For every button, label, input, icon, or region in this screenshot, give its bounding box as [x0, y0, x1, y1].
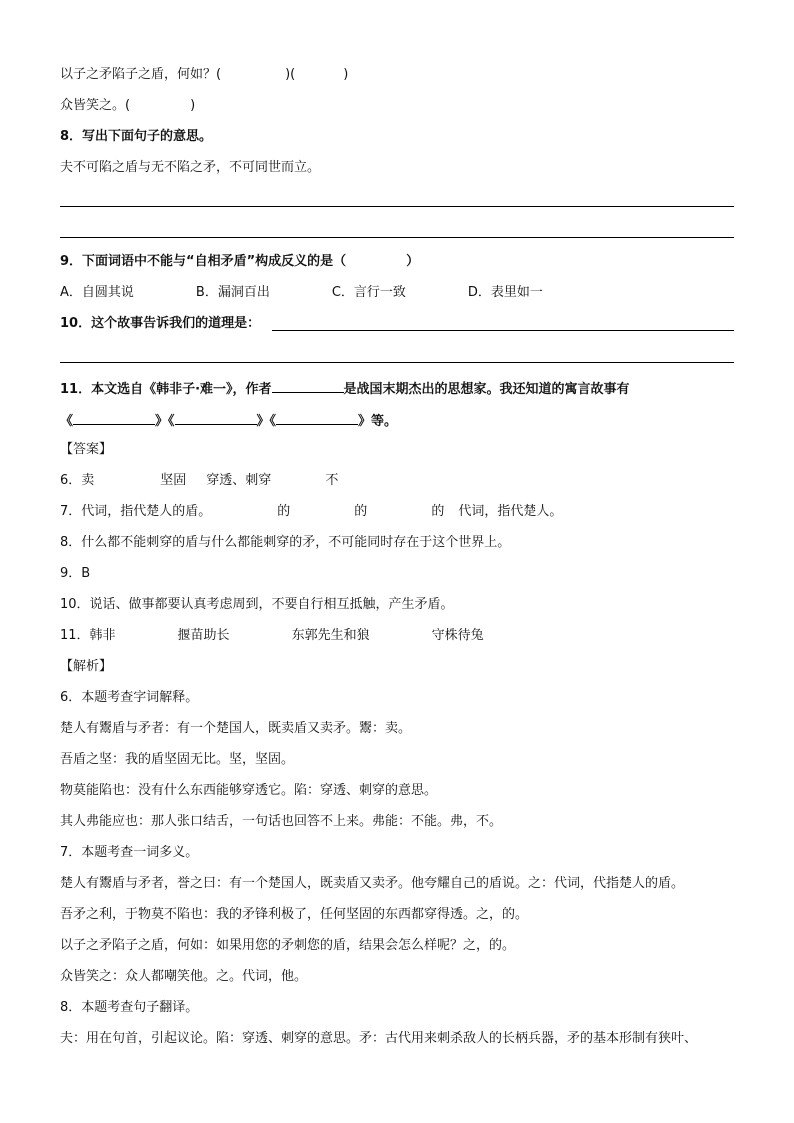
answer-10: 10．说话、做事都要认真考虑周到，不要自行相互抵触，产生矛盾。: [60, 597, 454, 612]
q9-option-c[interactable]: C．言行一致: [331, 285, 406, 300]
q9-options: [60, 284, 543, 302]
answer-7-1: 7．代词，指代楚人的盾。: [60, 504, 212, 519]
answer-9: 9．B: [60, 566, 91, 581]
q11-story-blank-1[interactable]: [73, 410, 155, 425]
q11-line-2: [60, 410, 397, 431]
answer-6-1: 6．卖: [60, 473, 95, 488]
answer-6-3: 穿透、刺穿: [206, 473, 272, 488]
answer-7-4: 的: [431, 504, 445, 519]
q10-answer-line-1[interactable]: [272, 330, 734, 331]
analysis-line: 众皆笑之：众人都嘲笑他。之。代词，他。: [60, 969, 308, 984]
analysis-line: 物莫能陷也：没有什么东西能够穿透它。陷：穿透、刺穿的意思。: [60, 783, 438, 798]
analysis-line: 8．本题考查句子翻译。: [60, 1000, 199, 1015]
q10-answer-line-2[interactable]: [60, 362, 734, 363]
analysis-line: 夫：用在句首，引起议论。陷：穿透、刺穿的意思。矛：古代用来刺杀敌人的长柄兵器，矛的基本形制有狭叶、: [60, 1031, 698, 1046]
answer-7: [60, 503, 562, 521]
analysis-header: 【解析】: [60, 659, 113, 674]
analysis-line: 7．本题考查一词多义。: [60, 845, 199, 860]
q11-author-blank[interactable]: [272, 378, 344, 393]
q11-story-blank-3[interactable]: [276, 410, 358, 425]
answer-6-4: 不: [325, 473, 339, 488]
q11-part1: 11．本文选自《韩非子·难一》，作者: [60, 382, 272, 397]
answer-6-2: 坚固: [160, 473, 187, 488]
answer-11-1: 11．韩非: [60, 628, 116, 643]
q8-title: 8．写出下面句子的意思。: [60, 129, 213, 144]
q7-line-4-text: 众皆笑之。(: [60, 98, 131, 113]
q11-open: 《: [60, 414, 74, 429]
q7-line-3-text: 以子之矛陷子之盾，何如？(: [60, 67, 222, 82]
q7-line-3-end: ): [343, 67, 349, 82]
q11-part2: 是战国末期杰出的思想家。我还知道的寓言故事有: [343, 382, 630, 397]
q9-title-text: 9．下面词语中不能与“自相矛盾”构成反义的是（: [60, 254, 347, 269]
q7-line-3: [60, 66, 348, 84]
q9-option-a[interactable]: A．自圆其说: [60, 285, 134, 300]
q7-line-4-end: ): [190, 98, 196, 113]
q8-answer-line-2[interactable]: [60, 237, 734, 238]
answer-7-2: 的: [277, 504, 291, 519]
q10-title: 10．这个故事告诉我们的道理是：: [60, 316, 261, 331]
analysis-line: 楚人有鬻盾与矛者，誉之曰：有一个楚国人，既卖盾又卖矛。他夸耀自己的盾说。之：代词，代指楚人的盾。: [60, 876, 685, 891]
q11-close: 》等。: [358, 414, 398, 429]
q7-line-3-mid: )(: [285, 67, 296, 82]
q11-sep1: 》《: [155, 414, 175, 429]
analysis-line: 吾盾之坚：我的盾坚固无比。坚，坚固。: [60, 752, 295, 767]
analysis-line: 吾矛之利，于物莫不陷也：我的矛锋利极了，任何坚固的东西都穿得透。之，的。: [60, 907, 529, 922]
q11-story-blank-2[interactable]: [175, 410, 257, 425]
q11-line-1: [60, 378, 630, 399]
q7-line-4: [60, 97, 195, 115]
q8-answer-line-1[interactable]: [60, 206, 734, 207]
q9-title: [60, 253, 419, 271]
analysis-line: 以子之矛陷子之盾，何如：如果用您的矛刺您的盾，结果会怎么样呢？之，的。: [60, 938, 516, 953]
answer-11: [60, 627, 484, 645]
q9-title-end: ）: [406, 254, 420, 269]
answer-7-5: 代词，指代楚人。: [458, 504, 563, 519]
q11-sep2: 》《: [256, 414, 277, 429]
q8-sentence: 夫不可陷之盾与无不陷之矛，不可同世而立。: [60, 160, 321, 175]
answer-11-3: 东郭先生和狼: [291, 628, 370, 643]
answer-7-3: 的: [354, 504, 368, 519]
analysis-line: 其人弗能应也：那人张口结舌，一句话也回答不上来。弗能：不能。弗，不。: [60, 814, 503, 829]
answer-11-4: 守株待兔: [431, 628, 484, 643]
answer-8: 8．什么都不能刺穿的盾与什么都能刺穿的矛，不可能同时存在于这个世界上。: [60, 535, 511, 550]
analysis-line: 楚人有鬻盾与矛者：有一个楚国人，既卖盾又卖矛。鬻：卖。: [60, 721, 412, 736]
q9-option-b[interactable]: B．漏洞百出: [195, 285, 270, 300]
analysis-line: 6．本题考查字词解释。: [60, 690, 199, 705]
answer-11-2: 揠苗助长: [177, 628, 230, 643]
answer-header: 【答案】: [60, 442, 113, 457]
q9-option-d[interactable]: D．表里如一: [467, 285, 543, 300]
answer-6: [60, 472, 338, 490]
